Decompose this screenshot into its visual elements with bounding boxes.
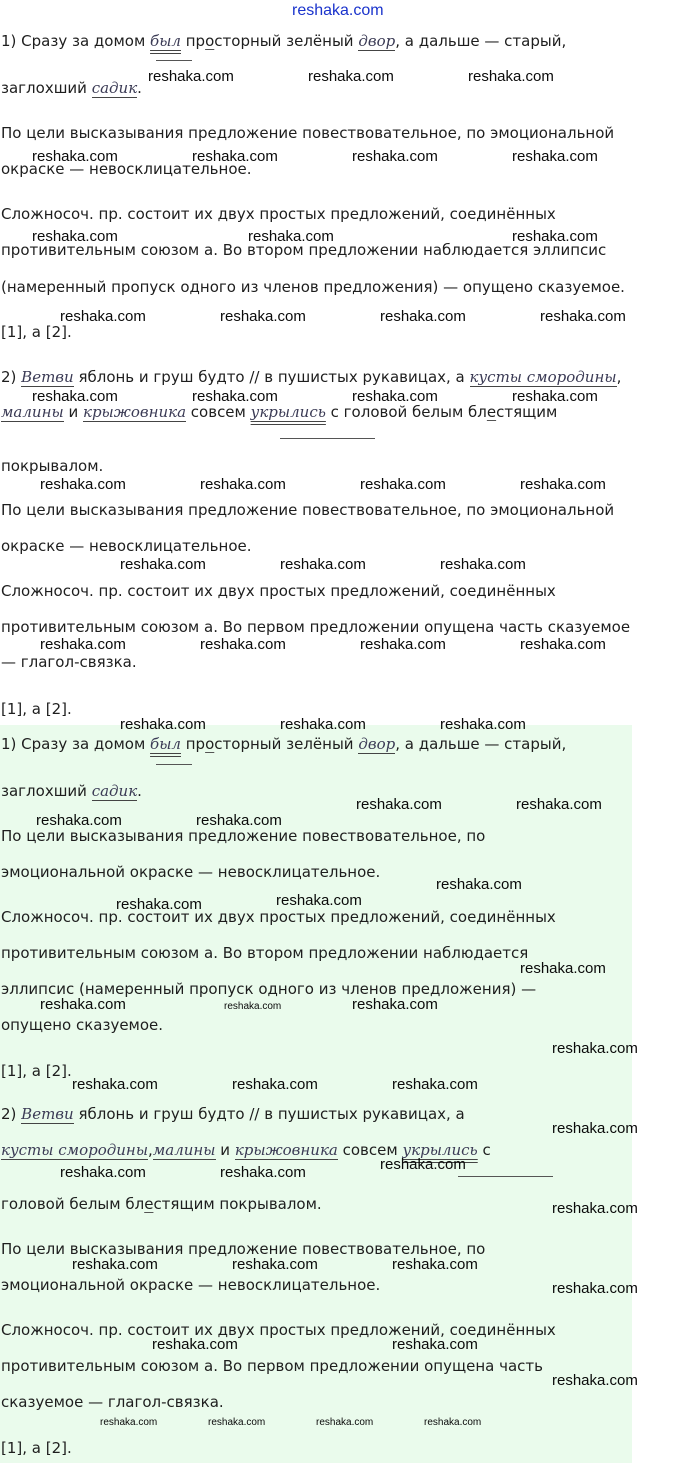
watermark-text: reshaka.com <box>512 148 598 165</box>
watermark-text: reshaka.com <box>220 308 306 325</box>
watermark-text: reshaka.com <box>520 960 606 977</box>
watermark-text: reshaka.com <box>72 1256 158 1273</box>
watermark-text: reshaka.com <box>32 228 118 245</box>
watermark-text: reshaka.com <box>468 68 554 85</box>
paragraph-text: Сложносоч. пр. состоит их двух простых предложений, соединённых <box>1 908 556 926</box>
watermark-text: reshaka.com <box>512 228 598 245</box>
watermark-text: reshaka.com <box>436 876 522 893</box>
watermark-text: reshaka.com <box>520 636 606 653</box>
subject-word: малины <box>152 1141 216 1159</box>
watermark-text: reshaka.com <box>232 1256 318 1273</box>
watermark-text: reshaka.com <box>32 148 118 165</box>
subject-word: двор <box>358 735 396 753</box>
paragraph-text: Сложносоч. пр. состоит их двух простых предложений, соединённых <box>1 205 556 223</box>
sentence-2-line-1: 2) Ветви яблонь и груш будто // в пушистых рукавицах, а <box>1 1105 465 1123</box>
scheme-text: [1], а [2]. <box>1 323 72 341</box>
predicate-word: укрылись <box>402 1141 478 1159</box>
watermark-text: reshaka.com <box>100 1417 158 1428</box>
watermark-text: reshaka.com <box>192 388 278 405</box>
scheme-text: [1], а [2]. <box>1 700 72 718</box>
watermark-text: reshaka.com <box>392 1256 478 1273</box>
watermark-text: reshaka.com <box>392 1076 478 1093</box>
predicate-dash <box>156 60 192 61</box>
paragraph-text: сказуемое — глагол-связка. <box>1 1393 224 1411</box>
paragraph-text: противительным союзом а. Во первом предложении опущена часть сказуемое <box>1 618 631 636</box>
paragraph-text: эмоциональной окраске — невосклицательное. <box>1 1276 381 1294</box>
predicate-dash <box>280 438 375 439</box>
predicate-dash <box>156 764 192 765</box>
watermark-text: reshaka.com <box>40 996 126 1013</box>
predicate-word: укрылись <box>250 403 326 421</box>
watermark-text: reshaka.com <box>120 556 206 573</box>
paragraph-text: окраске — невосклицательное. <box>1 537 252 555</box>
watermark-text: reshaka.com <box>32 388 118 405</box>
vowel-mark: е <box>144 1195 154 1213</box>
watermark-text: reshaka.com <box>552 1040 638 1057</box>
vowel-mark: о <box>205 32 215 50</box>
paragraph-text: противительным союзом а. Во втором предложении наблюдается эллипсис <box>1 241 607 259</box>
watermark-text: reshaka.com <box>512 388 598 405</box>
watermark-text: reshaka.com <box>352 148 438 165</box>
scheme-text: [1], а [2]. <box>1 1439 72 1457</box>
predicate-dash <box>458 1176 553 1177</box>
watermark-text: reshaka.com <box>276 892 362 909</box>
watermark-text: reshaka.com <box>200 636 286 653</box>
watermark-text: reshaka.com <box>552 1372 638 1389</box>
watermark-text: reshaka.com <box>520 476 606 493</box>
watermark-text: reshaka.com <box>220 1164 306 1181</box>
watermark-text: reshaka.com <box>540 308 626 325</box>
watermark-text: reshaka.com <box>440 556 526 573</box>
subject-word: садик <box>91 782 138 800</box>
watermark-text: reshaka.com <box>72 1076 158 1093</box>
vowel-mark: е <box>486 403 497 421</box>
paragraph-text: противительным союзом а. Во первом предложении опущена часть <box>1 1357 543 1375</box>
subject-word: кусты смородины <box>469 368 617 386</box>
paragraph-text: — глагол-связка. <box>1 653 137 671</box>
watermark-text: reshaka.com <box>316 1417 374 1428</box>
watermark-text: reshaka.com <box>516 796 602 813</box>
subject-word: садик <box>91 79 138 97</box>
paragraph-text: По цели высказывания предложение повествовательное, по <box>1 827 486 845</box>
watermark-text: reshaka.com <box>60 1164 146 1181</box>
scheme-text: [1], а [2]. <box>1 1062 72 1080</box>
paragraph-text: окраске — невосклицательное. <box>1 160 252 178</box>
paragraph-text: По цели высказывания предложение повествовательное, по эмоциональной <box>1 124 615 142</box>
watermark-text: reshaka.com <box>148 68 234 85</box>
sentence-1-line-1: 1) Сразу за домом был просторный зелёный двор, а дальше — старый, <box>1 735 567 753</box>
watermark-text: reshaka.com <box>280 556 366 573</box>
watermark-text: reshaka.com <box>352 388 438 405</box>
watermark-text: reshaka.com <box>36 812 122 829</box>
paragraph-text: опущено сказуемое. <box>1 1016 164 1034</box>
watermark-text: reshaka.com <box>352 996 438 1013</box>
watermark-text: reshaka.com <box>424 1417 482 1428</box>
watermark-text: reshaka.com <box>440 716 526 733</box>
watermark-text: reshaka.com <box>360 636 446 653</box>
watermark-text: reshaka.com <box>40 636 126 653</box>
subject-word: Ветви <box>21 368 74 386</box>
subject-word: двор <box>358 32 396 50</box>
watermark-text: reshaka.com <box>208 1417 266 1428</box>
watermark-text: reshaka.com <box>380 1156 466 1173</box>
vowel-mark: о <box>205 735 215 753</box>
watermark-text: reshaka.com <box>380 308 466 325</box>
sentence-2-line-3: покрывалом. <box>1 457 104 475</box>
watermark-text: reshaka.com <box>196 812 282 829</box>
watermark-text: reshaka.com <box>152 1336 238 1353</box>
watermark-text: reshaka.com <box>40 476 126 493</box>
paragraph-text: противительным союзом а. Во втором предложении наблюдается <box>1 944 529 962</box>
watermark-text: reshaka.com <box>392 1336 478 1353</box>
site-watermark-header: reshaka.com <box>292 2 384 19</box>
sentence-1-line-2: заглохший садик. <box>1 79 142 97</box>
sentence-1-line-1: 1) Сразу за домом был просторный зелёный двор, а дальше — старый, <box>1 32 567 50</box>
sentence-2-line-3: головой белым блестящим покрывалом. <box>1 1195 322 1213</box>
subject-word: Ветви <box>21 1105 74 1123</box>
watermark-text: reshaka.com <box>360 476 446 493</box>
subject-word: крыжовника <box>234 1141 338 1159</box>
paragraph-text: эмоциональной окраске — невосклицательное. <box>1 863 381 881</box>
watermark-text: reshaka.com <box>120 716 206 733</box>
watermark-text: reshaka.com <box>356 796 442 813</box>
paragraph-text: Сложносоч. пр. состоит их двух простых предложений, соединённых <box>1 582 556 600</box>
paragraph-text: Сложносоч. пр. состоит их двух простых предложений, соединённых <box>1 1321 556 1339</box>
subject-word: малины <box>1 403 64 421</box>
subject-word: кусты смородины <box>1 1141 149 1159</box>
watermark-text: reshaka.com <box>552 1280 638 1297</box>
sentence-2-line-2: малины и крыжовника совсем укрылись с головой белым блестящим <box>1 403 558 421</box>
watermark-text: reshaka.com <box>200 476 286 493</box>
predicate-word: был <box>150 735 181 753</box>
paragraph-text: По цели высказывания предложение повествовательное, по <box>1 1240 486 1258</box>
watermark-text: reshaka.com <box>224 1001 282 1012</box>
watermark-text: reshaka.com <box>248 228 334 245</box>
sentence-2-line-2: кусты смородины,малины и крыжовника совсем укрылись с <box>1 1141 491 1159</box>
watermark-text: reshaka.com <box>116 896 202 913</box>
watermark-text: reshaka.com <box>60 308 146 325</box>
predicate-word: был <box>150 32 181 50</box>
watermark-text: reshaka.com <box>552 1200 638 1217</box>
watermark-text: reshaka.com <box>192 148 278 165</box>
sentence-1-line-2: заглохший садик. <box>1 782 142 800</box>
subject-word: крыжовника <box>83 403 187 421</box>
paragraph-text: эллипсис (намеренный пропуск одного из членов предложения) — <box>1 980 537 998</box>
watermark-text: reshaka.com <box>280 716 366 733</box>
paragraph-text: (намеренный пропуск одного из членов предложения) — опущено сказуемое. <box>1 278 625 296</box>
paragraph-text: По цели высказывания предложение повествовательное, по эмоциональной <box>1 501 615 519</box>
watermark-text: reshaka.com <box>552 1120 638 1137</box>
sentence-2-line-1: 2) Ветви яблонь и груш будто // в пушистых рукавицах, а кусты смородины, <box>1 368 622 386</box>
watermark-text: reshaka.com <box>308 68 394 85</box>
watermark-text: reshaka.com <box>232 1076 318 1093</box>
